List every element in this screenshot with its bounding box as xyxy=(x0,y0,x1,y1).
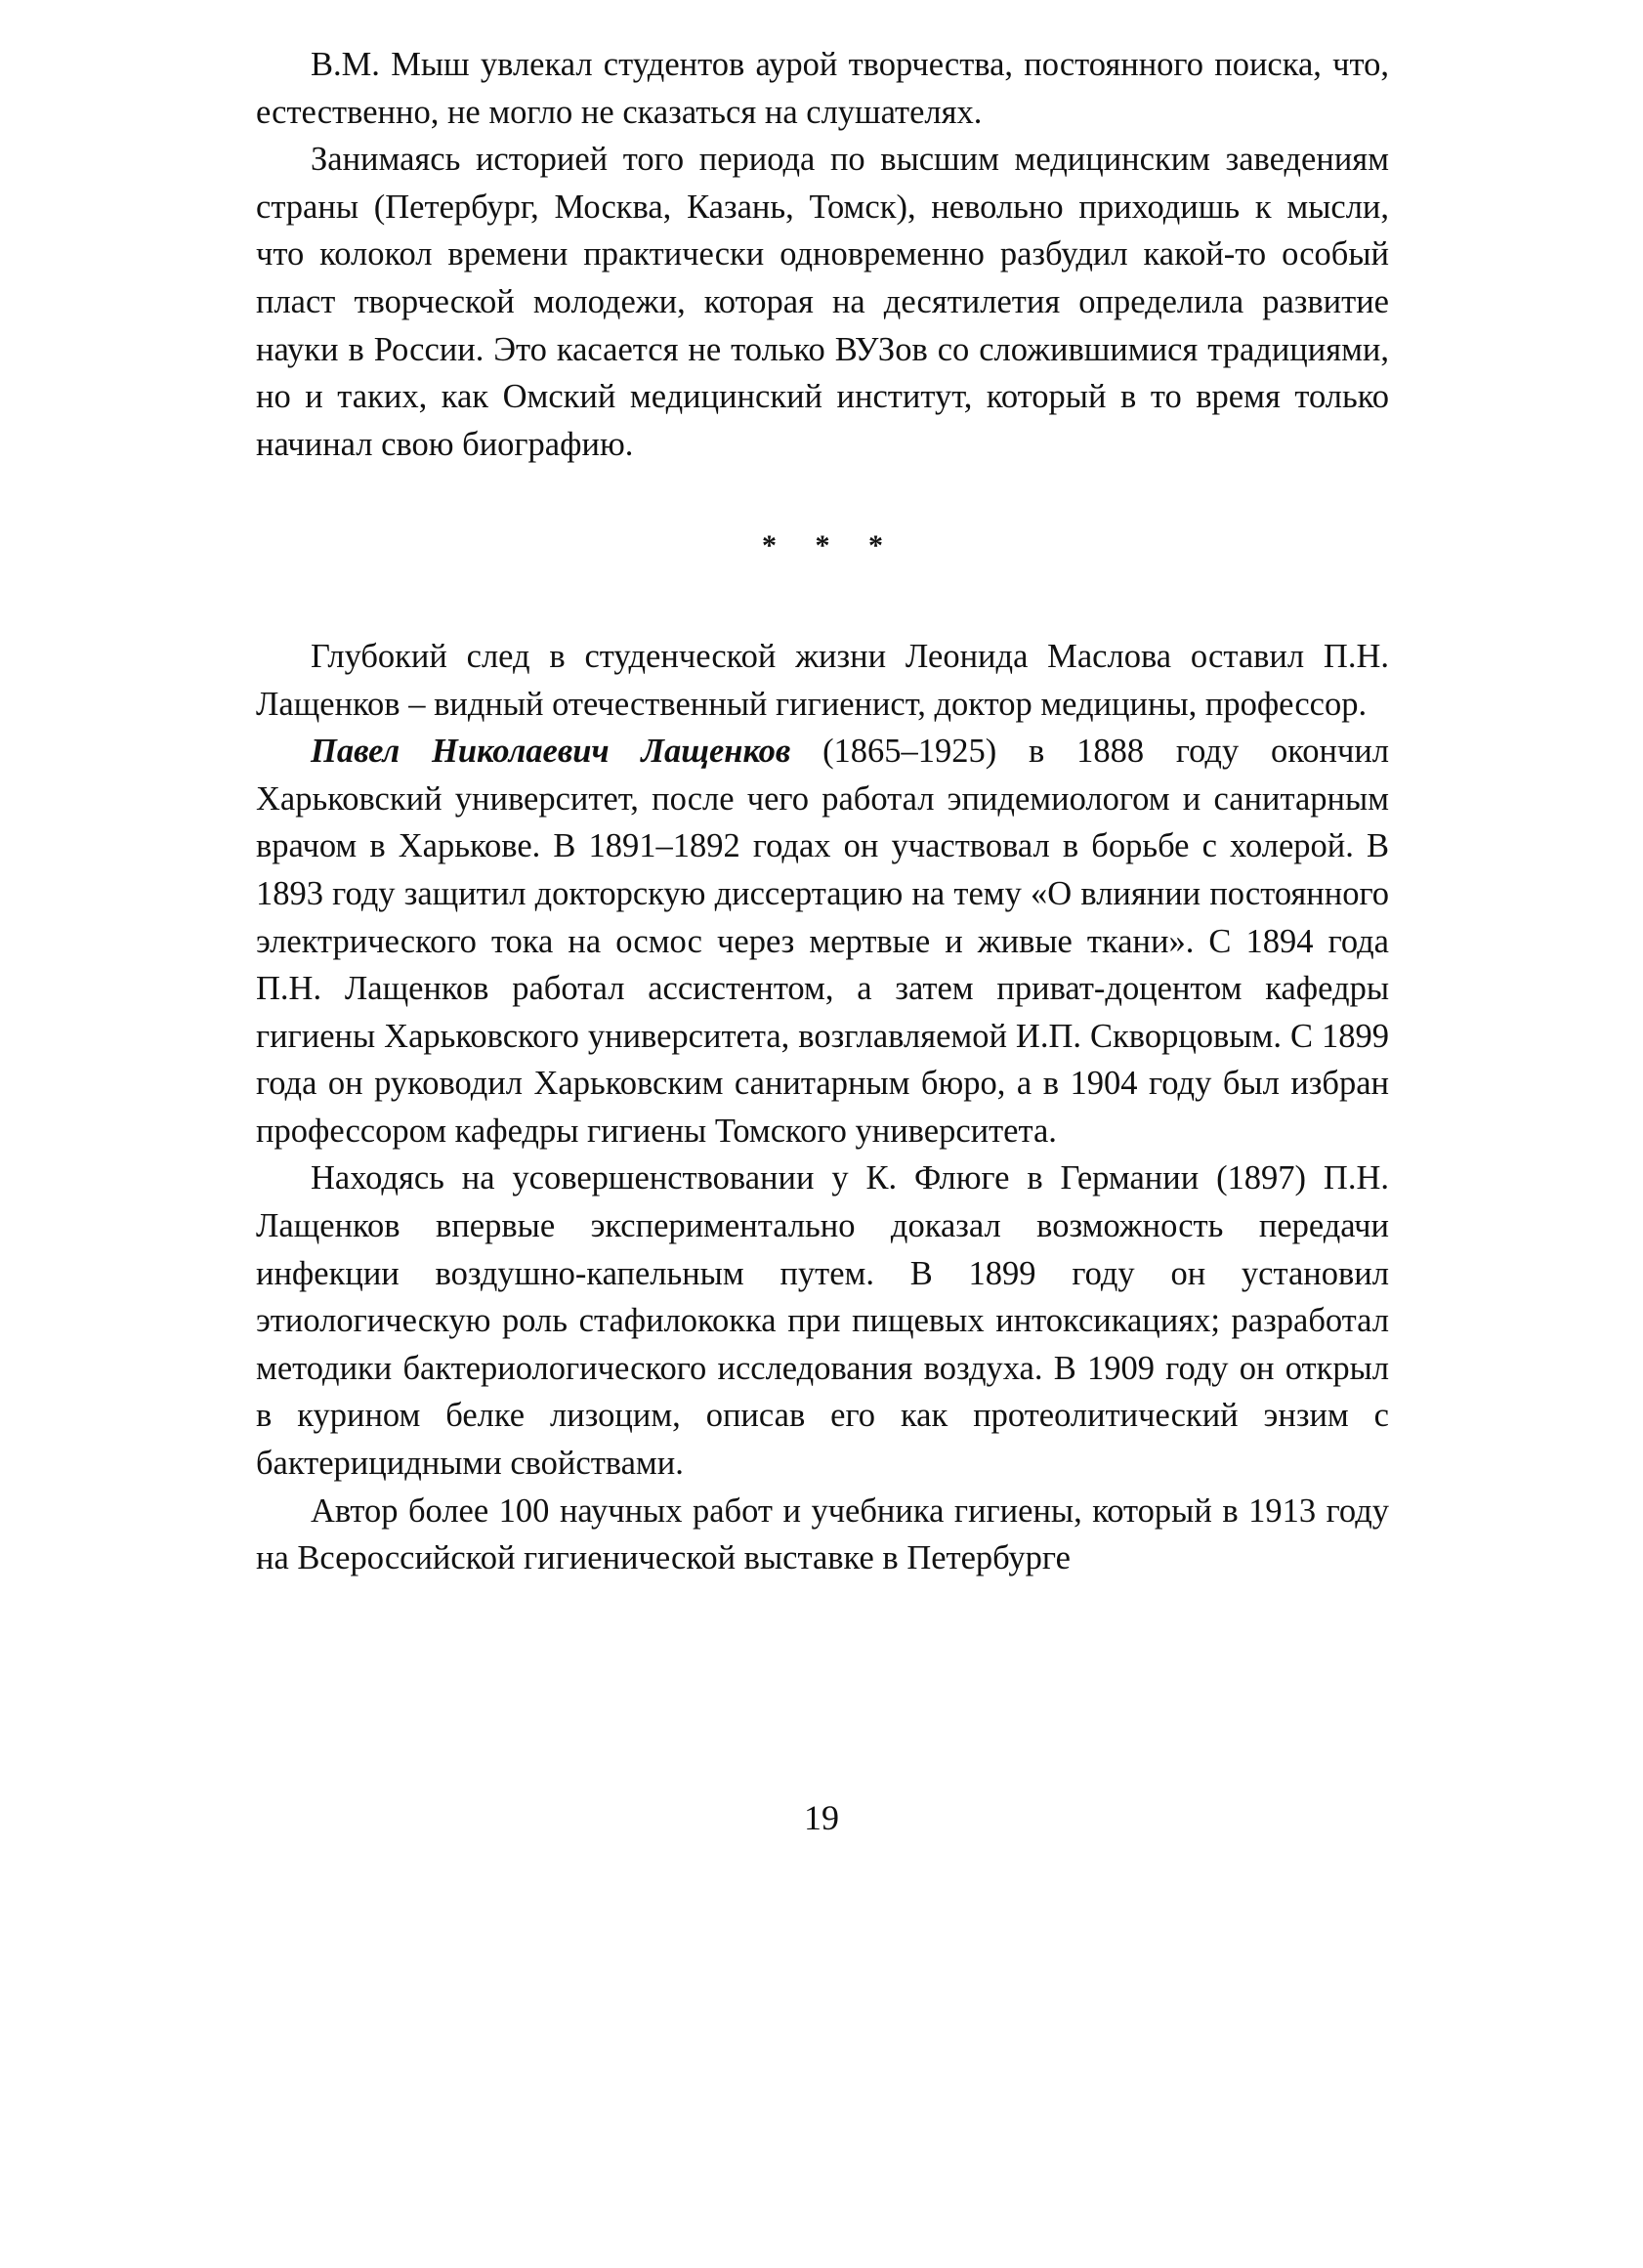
paragraph-history: Занимаясь историей того периода по высшим медицинским заведениям страны (Петербург, Москва, Казань, Томск), невольно приходишь к мысли, что колокол времени практически одновременно разбудил какой-то особый пласт творческой молодежи, которая на десятилетия определила развитие науки в России. Это касается не только ВУЗов со сложившимися традициями, но и таких, как Омский медицинский институт, который в то время только начинал свою биографию. xyxy=(256,141,1389,463)
paragraph-biography xyxy=(256,728,1389,1155)
person-name: Павел Николаевич Лащенков xyxy=(311,733,791,771)
section-separator: * * * xyxy=(762,529,899,563)
paragraph-mysh: В.М. Мыш увлекал студентов аурой творчества, постоянного поиска, что, естественно, не могло не сказаться на слушателях. xyxy=(256,46,1389,131)
paragraph-author: Автор более 100 научных работ и учебника гигиены, который в 1913 году на Всероссийской гигиенической выставке в Петербурге xyxy=(256,1491,1389,1577)
page-number: 19 xyxy=(804,1798,839,1837)
page-body xyxy=(256,41,1389,1582)
paragraph-maslov: Глубокий след в студенческой жизни Леонида Маслова оставил П.Н. Лащенков – видный отечественный гигиенист, доктор медицины, профессор. xyxy=(256,637,1389,723)
biography-text: (1865–1925) в 1888 году окончил Харьковский университет, после чего работал эпидемиологом и санитарным врачом в Харькове. В 1891–1892 годах он участвовал в борьбе с холерой. В 1893 году защитил докторскую диссертацию на тему «О влиянии постоянного электрического тока на осмос через мертвые и живые ткани». С 1894 года П.Н. Лащенков работал ассистентом, а затем приват-доцентом кафедры гигиены Харьковского университета, возглавляемой И.П. Скворцовым. С 1899 года он руководил Харьковским санитарным бюро, а в 1904 году был избран профессором кафедры гигиены Томского университета. xyxy=(256,733,1389,1150)
paragraph-research: Находясь на усовершенствовании у К. Флюге в Германии (1897) П.Н. Лащенков впервые экспериментально доказал возможность передачи инфекции воздушно-капельным путем. В 1899 году он установил этиологическую роль стафилококка при пищевых интоксикациях; разработал методики бактериологического исследования воздуха. В 1909 году он открыл в курином белке лизоцим, описав его как протеолитический энзим с бактерицидными свойствами. xyxy=(256,1159,1389,1483)
